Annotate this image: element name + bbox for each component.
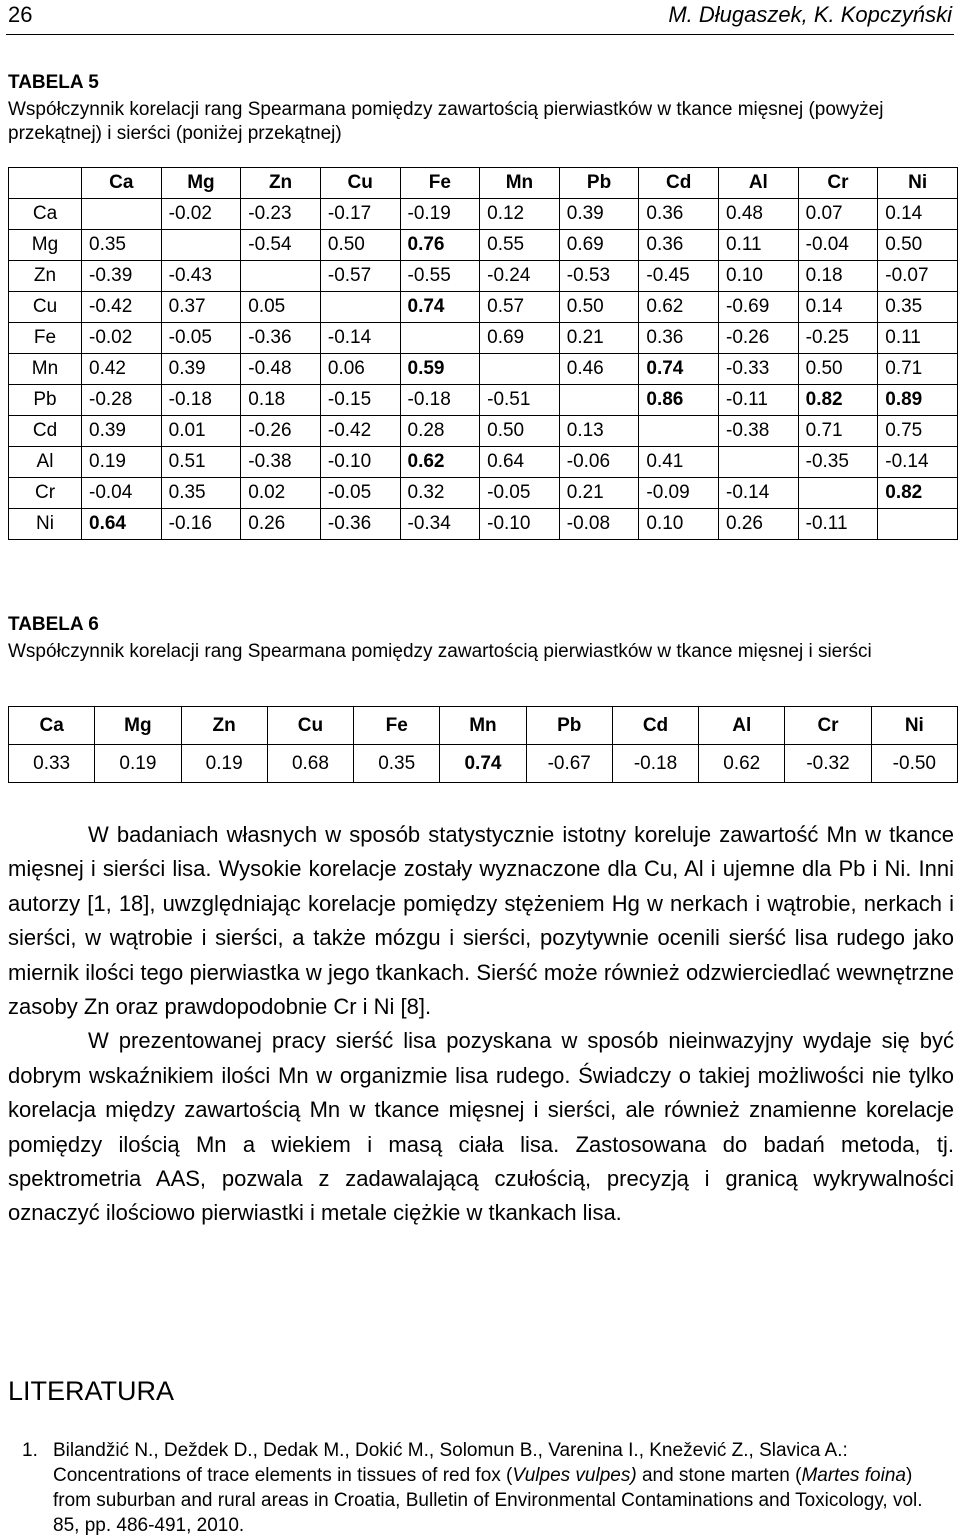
table5-column-header: Cr	[798, 168, 878, 199]
table6-cell: 0.19	[181, 745, 267, 783]
table5-cell: -0.05	[320, 478, 400, 509]
table5-row	[9, 416, 958, 447]
reference-item	[8, 1438, 954, 1538]
table5-row-header: Mn	[9, 354, 82, 385]
table5-cell: 0.50	[878, 230, 958, 261]
table5-row	[9, 292, 958, 323]
table6-column-header: Cr	[785, 707, 871, 745]
table5-cell: -0.26	[719, 323, 799, 354]
table6-cell: 0.68	[267, 745, 353, 783]
reference-text-end: ) from suburban and rural areas in Croatia, Bulletin of Environmental Contaminations and Toxicology, vol. 85, pp. 486-491, 2010.	[53, 1465, 923, 1536]
table5-cell: -0.15	[320, 385, 400, 416]
table5-cell: -0.34	[400, 509, 480, 540]
table5-diagonal-cell	[719, 447, 799, 478]
table5-cell: -0.07	[878, 261, 958, 292]
body-paragraph-2: W prezentowanej pracy sierść lisa pozyskana w sposób nieinwazyjny wydaje się być dobrym wskaźnikiem ilości Mn w organizmie lisa rudego. Świadczy o takiej możliwości nie tylko korelacja między zawartością Mn w tkance mięsnej i sierści, ale również znamienne korelacje pomiędzy ilością Mn a wiekiem i masą ciała lisa. Zastosowana do badań metoda, tj. spektrometria AAS, pozwala z zadawalającą czułością, precyzją i granicą wykrywalności oznaczyć ilościowo pierwiastki i metale ciężkie w tkankach lisa.	[8, 1028, 954, 1226]
table5-cell: -0.25	[798, 323, 878, 354]
body-text	[8, 818, 954, 1231]
running-title: M. Długaszek, K. Kopczyński	[668, 2, 952, 27]
table5-cell: 0.71	[878, 354, 958, 385]
literature-heading: LITERATURA	[8, 1376, 175, 1406]
running-header	[8, 2, 952, 32]
table6-column-header: Zn	[181, 707, 267, 745]
table5-cell: -0.08	[559, 509, 639, 540]
table5-diagonal-cell	[878, 509, 958, 540]
table5-diagonal-cell	[241, 261, 321, 292]
table5-cell: -0.36	[320, 509, 400, 540]
table5-diagonal-cell	[798, 478, 878, 509]
table5-cell: -0.28	[82, 385, 162, 416]
table5-cell: 0.69	[480, 323, 560, 354]
table6-cell: 0.62	[699, 745, 785, 783]
table6-column-header: Ni	[871, 707, 957, 745]
table5-correlation-matrix	[8, 167, 958, 540]
table6-column-header: Fe	[354, 707, 440, 745]
table5-cell: 0.35	[82, 230, 162, 261]
table5-row-header: Zn	[9, 261, 82, 292]
table5-row	[9, 199, 958, 230]
table5-cell: 0.48	[719, 199, 799, 230]
table6-cell: -0.18	[612, 745, 698, 783]
table5-caption: Współczynnik korelacji rang Spearmana pomiędzy zawartością pierwiastków w tkance mięsnej (powyżej przekątnej) i sierści (poniżej przekątnej)	[8, 99, 884, 144]
table6-cell: -0.32	[785, 745, 871, 783]
table5-cell: -0.02	[161, 199, 241, 230]
table5-row	[9, 323, 958, 354]
table5-column-header: Mg	[161, 168, 241, 199]
table5-cell: 0.13	[559, 416, 639, 447]
table5-cell: -0.14	[719, 478, 799, 509]
table5-row	[9, 354, 958, 385]
table5-cell: -0.14	[320, 323, 400, 354]
table5-cell: 0.12	[480, 199, 560, 230]
table5-cell: 0.64	[82, 509, 162, 540]
table5-cell: -0.53	[559, 261, 639, 292]
reference-text-middle: and stone marten (	[636, 1465, 802, 1486]
reference-italic-species-2: Martes foina	[801, 1465, 906, 1486]
table5-header-row	[9, 168, 958, 199]
table5-cell: 0.14	[878, 199, 958, 230]
table5-cell: -0.02	[82, 323, 162, 354]
table5-cell: -0.55	[400, 261, 480, 292]
table5-cell: 0.50	[798, 354, 878, 385]
table5-row	[9, 230, 958, 261]
table5-cell: 0.36	[639, 199, 719, 230]
table5-cell: 0.46	[559, 354, 639, 385]
table5-diagonal-cell	[161, 230, 241, 261]
table5-cell: -0.42	[82, 292, 162, 323]
table5-cell: 0.36	[639, 230, 719, 261]
table5-cell: -0.36	[241, 323, 321, 354]
table5-cell: -0.06	[559, 447, 639, 478]
table5-column-header: Pb	[559, 168, 639, 199]
table5-cell: -0.10	[320, 447, 400, 478]
table6-column-header: Al	[699, 707, 785, 745]
table5-cell: -0.33	[719, 354, 799, 385]
table6-cell: 0.35	[354, 745, 440, 783]
table5-cell: 0.39	[559, 199, 639, 230]
table5-row	[9, 385, 958, 416]
table5-cell: 0.35	[161, 478, 241, 509]
table5-cell: -0.43	[161, 261, 241, 292]
table6-column-header: Ca	[9, 707, 95, 745]
table5-cell: 0.62	[400, 447, 480, 478]
table5-cell: -0.45	[639, 261, 719, 292]
table5-column-header: Zn	[241, 168, 321, 199]
reference-italic-species: Vulpes vulpes)	[512, 1465, 637, 1486]
table5-cell: 0.89	[878, 385, 958, 416]
table5-column-header: Cu	[320, 168, 400, 199]
table6-correlation-row	[8, 706, 958, 783]
table5-cell: -0.14	[878, 447, 958, 478]
table5-cell: -0.09	[639, 478, 719, 509]
table5-cell: 0.39	[161, 354, 241, 385]
table5-cell: 0.07	[798, 199, 878, 230]
table5-row-header: Cu	[9, 292, 82, 323]
table5-cell: 0.28	[400, 416, 480, 447]
table6-cell: 0.74	[440, 745, 526, 783]
table5-cell: -0.54	[241, 230, 321, 261]
table5-row-header: Ca	[9, 199, 82, 230]
table5-cell: 0.82	[878, 478, 958, 509]
table5-cell: 0.14	[798, 292, 878, 323]
table5-cell: 0.26	[241, 509, 321, 540]
table5-cell: 0.74	[639, 354, 719, 385]
table6-cell: -0.50	[871, 745, 957, 783]
table5-cell: 0.06	[320, 354, 400, 385]
table6-column-header: Pb	[526, 707, 612, 745]
table5-row-header: Cr	[9, 478, 82, 509]
table6-cell: 0.33	[9, 745, 95, 783]
header-rule	[6, 34, 954, 35]
table5-diagonal-cell	[559, 385, 639, 416]
table5-cell: 0.50	[320, 230, 400, 261]
table5-row	[9, 509, 958, 540]
table5-cell: -0.35	[798, 447, 878, 478]
table5-cell: 0.02	[241, 478, 321, 509]
table5-cell: -0.04	[82, 478, 162, 509]
table5-cell: -0.26	[241, 416, 321, 447]
table5-cell: 0.10	[639, 509, 719, 540]
table6-value-row	[9, 745, 958, 783]
table5-cell: 0.50	[559, 292, 639, 323]
reference-text: Bilandžić N., Deždek D., Dedak M., Dokić M., Solomun B., Varenina I., Knežević Z., Slavica A.: Concentrations of trace elements in tissues of red fox (	[53, 1440, 848, 1486]
table5-cell: 0.42	[82, 354, 162, 385]
table6-header-row	[9, 707, 958, 745]
table5-cell: 0.41	[639, 447, 719, 478]
table5-row-header: Ni	[9, 509, 82, 540]
table5-cell: 0.26	[719, 509, 799, 540]
table6-cell: -0.67	[526, 745, 612, 783]
table5-cell: -0.24	[480, 261, 560, 292]
table6-label: TABELA 6	[8, 614, 99, 635]
table5-cell: 0.11	[878, 323, 958, 354]
table5-cell: 0.50	[480, 416, 560, 447]
table5-cell: 0.37	[161, 292, 241, 323]
table5-cell: 0.11	[719, 230, 799, 261]
table5-cell: 0.71	[798, 416, 878, 447]
table5-column-header: Fe	[400, 168, 480, 199]
table5-cell: -0.48	[241, 354, 321, 385]
table5-cell: 0.18	[798, 261, 878, 292]
table5-cell: -0.11	[798, 509, 878, 540]
table5-cell: 0.82	[798, 385, 878, 416]
table5-diagonal-cell	[480, 354, 560, 385]
reference-list	[8, 1438, 954, 1538]
table5-cell: 0.32	[400, 478, 480, 509]
table5-column-header: Al	[719, 168, 799, 199]
table5-cell: -0.42	[320, 416, 400, 447]
table5-cell: 0.18	[241, 385, 321, 416]
table5-row	[9, 478, 958, 509]
table5-diagonal-cell	[320, 292, 400, 323]
table5-cell: 0.62	[639, 292, 719, 323]
table5-cell: -0.10	[480, 509, 560, 540]
table5-column-header: Mn	[480, 168, 560, 199]
table5-cell: 0.76	[400, 230, 480, 261]
table6-column-header: Mg	[95, 707, 181, 745]
table5-corner-cell	[9, 168, 82, 199]
table5-diagonal-cell	[639, 416, 719, 447]
table5-cell: -0.23	[241, 199, 321, 230]
table5-cell: 0.21	[559, 323, 639, 354]
table5-cell: -0.19	[400, 199, 480, 230]
table5-cell: 0.10	[719, 261, 799, 292]
table6-column-header: Mn	[440, 707, 526, 745]
table5-cell: 0.57	[480, 292, 560, 323]
table5-label: TABELA 5	[8, 72, 99, 93]
table5-diagonal-cell	[82, 199, 162, 230]
table5-cell: 0.39	[82, 416, 162, 447]
table5-cell: -0.18	[400, 385, 480, 416]
table5-diagonal-cell	[400, 323, 480, 354]
table5-row-header: Al	[9, 447, 82, 478]
table5-cell: 0.51	[161, 447, 241, 478]
table5-cell: 0.74	[400, 292, 480, 323]
table5-cell: -0.05	[161, 323, 241, 354]
table5-cell: 0.59	[400, 354, 480, 385]
body-paragraph-1: W badaniach własnych w sposób statystycznie istotny koreluje zawartość Mn w tkance mięsnej i sierści lisa. Wysokie korelacje zostały wyznaczone dla Cu, Al i ujemne dla Pb i Ni. Inni autorzy [1, 18], uwzględniając korelacje pomiędzy stężeniem Hg w nerkach i wątrobie, nerkach i sierści, w wątrobie i sierści, a także mózgu i sierści, pozytywnie ocenili sierść lisa rudego jako miernik ilości tego pierwiastka w jego tkankach. Sierść może również odzwierciedlać wewnętrzne zasoby Zn oraz prawdopodobnie Cr i Ni [8].	[8, 822, 954, 1020]
table5-row-header: Pb	[9, 385, 82, 416]
table5-cell: -0.51	[480, 385, 560, 416]
table5-cell: -0.38	[241, 447, 321, 478]
table5-cell: 0.21	[559, 478, 639, 509]
table5-cell: 0.69	[559, 230, 639, 261]
table5-cell: -0.04	[798, 230, 878, 261]
page-number: 26	[8, 2, 33, 27]
table5-cell: -0.69	[719, 292, 799, 323]
table5-cell: 0.05	[241, 292, 321, 323]
table5-cell: 0.75	[878, 416, 958, 447]
table6-cell: 0.19	[95, 745, 181, 783]
table5-column-header: Ca	[82, 168, 162, 199]
table5-cell: 0.01	[161, 416, 241, 447]
table5-cell: -0.16	[161, 509, 241, 540]
table5-row-header: Mg	[9, 230, 82, 261]
table5-row	[9, 261, 958, 292]
table5-cell: 0.35	[878, 292, 958, 323]
table5-row-header: Cd	[9, 416, 82, 447]
table5-cell: 0.64	[480, 447, 560, 478]
table5-cell: 0.86	[639, 385, 719, 416]
table5-cell: 0.55	[480, 230, 560, 261]
table5-cell: -0.57	[320, 261, 400, 292]
table6-column-header: Cu	[267, 707, 353, 745]
table5-cell: -0.17	[320, 199, 400, 230]
table5-row-header: Fe	[9, 323, 82, 354]
table5-column-header: Cd	[639, 168, 719, 199]
table6-caption: Współczynnik korelacji rang Spearmana pomiędzy zawartością pierwiastków w tkance mięsnej i sierści	[8, 641, 872, 662]
table5-cell: -0.18	[161, 385, 241, 416]
table5-cell: -0.39	[82, 261, 162, 292]
table6-column-header: Cd	[612, 707, 698, 745]
reference-number: 1.	[22, 1440, 38, 1461]
table5-cell: 0.19	[82, 447, 162, 478]
table5-cell: -0.11	[719, 385, 799, 416]
table5-column-header: Ni	[878, 168, 958, 199]
table5-cell: -0.38	[719, 416, 799, 447]
table5-row	[9, 447, 958, 478]
table5-cell: 0.36	[639, 323, 719, 354]
table5-cell: -0.05	[480, 478, 560, 509]
